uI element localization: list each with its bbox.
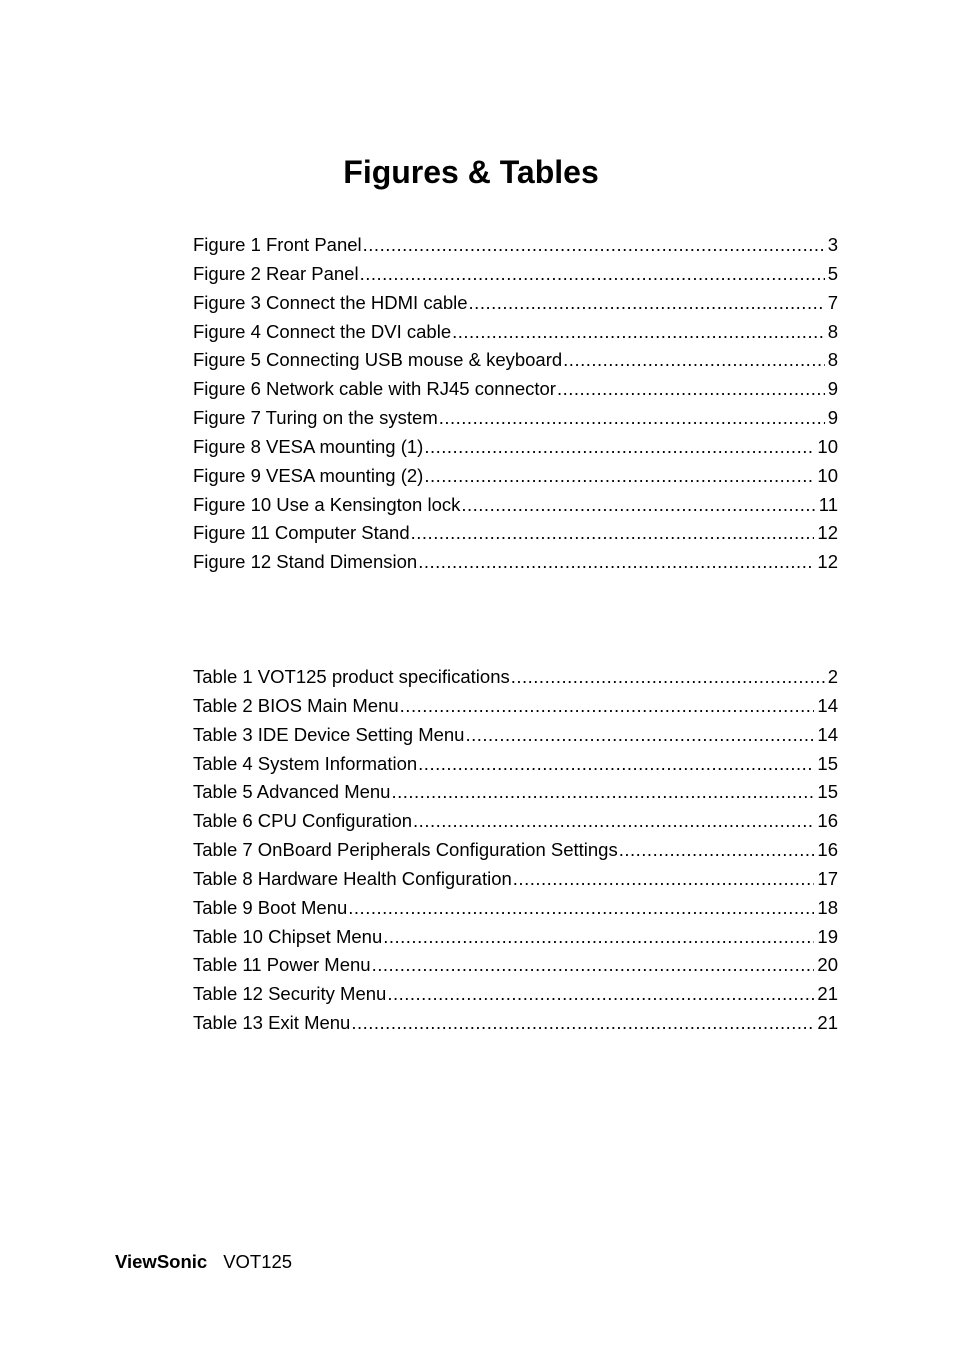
dot-leader [424,464,814,488]
toc-entry-page: 7 [827,291,838,313]
dot-leader [391,780,814,804]
toc-entry-page: 15 [817,752,838,774]
toc-entry-label: Table 1 VOT125 product specifications [193,666,510,687]
footer-brand: ViewSonic [115,1251,208,1272]
toc-entry[interactable] [193,348,838,377]
toc-entry-page: 15 [817,781,838,803]
toc-entry[interactable] [193,953,838,982]
toc-entry[interactable] [193,377,838,406]
dot-leader [372,953,815,977]
dot-leader [469,291,825,315]
toc-entry-page: 17 [817,867,838,889]
toc-entry[interactable] [193,694,838,723]
toc-entry[interactable] [193,896,838,925]
toc-entry-page: 14 [817,694,838,716]
footer-model: VOT125 [223,1251,293,1272]
toc-entry-page: 3 [827,234,838,255]
toc-entry-page: 14 [817,723,838,745]
toc-entry[interactable] [193,262,838,291]
page-footer [115,1250,292,1274]
toc-entry[interactable] [193,233,838,262]
toc-entry[interactable] [193,809,838,838]
toc-entry[interactable] [193,435,838,464]
toc-entry-label: Figure 12 Stand Dimension [193,551,418,573]
dot-leader [418,752,814,776]
toc-entry-label: Table 5 Advanced Menu [193,781,391,803]
toc-entry-page: 16 [817,839,838,861]
toc-entry-page: 21 [817,1012,838,1034]
toc-entry[interactable] [193,867,838,896]
dot-leader [557,377,825,401]
toc-entry-label: Table 3 IDE Device Setting Menu [193,723,465,745]
toc-entry-label: Figure 4 Connect the DVI cable [193,320,452,342]
toc-entry-label: Table 2 BIOS Main Menu [193,694,399,716]
dot-leader [452,320,825,344]
toc-entry-label: Figure 9 VESA mounting (2) [193,464,424,486]
toc-entry-page: 21 [817,983,838,1005]
toc-entry[interactable] [193,752,838,781]
figures-list [193,233,838,579]
toc-entry-page: 10 [817,435,838,457]
dot-leader [461,493,815,517]
toc-entry-label: Figure 5 Connecting USB mouse & keyboard [193,349,563,371]
dot-leader [351,1011,814,1035]
toc-entry-page: 10 [817,464,838,486]
dot-leader [360,262,825,286]
toc-entry[interactable] [193,550,838,579]
toc-entry[interactable] [193,723,838,752]
toc-entry-page: 9 [827,407,838,429]
toc-entry-page: 18 [817,896,838,918]
toc-entry-page: 11 [818,493,838,515]
toc-entry[interactable] [193,838,838,867]
toc-entry-label: Figure 7 Turing on the system [193,407,438,429]
toc-entry-page: 12 [817,551,838,573]
toc-entry-label: Figure 1 Front Panel [193,234,362,255]
dot-leader [387,982,814,1006]
toc-entry[interactable] [193,780,838,809]
toc-entry[interactable] [193,1011,838,1040]
toc-entry-page: 2 [827,666,838,687]
toc-entry[interactable] [193,320,838,349]
toc-entry[interactable] [193,665,838,694]
dot-leader [363,233,825,257]
toc-entry[interactable] [193,925,838,954]
toc-entry-label: Figure 11 Computer Stand [193,522,410,544]
dot-leader [418,550,814,574]
dot-leader [511,665,825,689]
dot-leader [439,406,825,430]
dot-leader [424,435,814,459]
toc-entry[interactable] [193,521,838,550]
toc-entry-label: Table 9 Boot Menu [193,896,348,918]
toc-entry-label: Figure 8 VESA mounting (1) [193,435,424,457]
dot-leader [465,723,814,747]
toc-entry-label: Figure 3 Connect the HDMI cable [193,291,468,313]
toc-entry-label: Table 6 CPU Configuration [193,810,413,832]
toc-entry-page: 8 [827,349,838,371]
toc-entry[interactable] [193,982,838,1011]
toc-entry-label: Table 4 System Information [193,752,418,774]
dot-leader [563,348,825,372]
toc-entry[interactable] [193,464,838,493]
toc-entry-page: 12 [817,522,838,544]
dot-leader [513,867,815,891]
toc-entry-label: Table 10 Chipset Menu [193,925,383,947]
toc-entry-page: 5 [827,262,838,284]
page-title: Figures & Tables [343,154,599,190]
dot-leader [411,521,815,545]
toc-entry[interactable] [193,406,838,435]
toc-entry-page: 9 [827,378,838,400]
toc-entry-label: Table 13 Exit Menu [193,1012,351,1034]
toc-entry[interactable] [193,493,838,522]
dot-leader [383,925,814,949]
toc-entry-page: 8 [827,320,838,342]
toc-entry-label: Figure 6 Network cable with RJ45 connector [193,378,556,400]
toc-entry[interactable] [193,291,838,320]
toc-entry-label: Table 8 Hardware Health Configuration [193,867,512,889]
dot-leader [413,809,814,833]
toc-entry-page: 19 [817,925,838,947]
dot-leader [400,694,815,718]
dot-leader [619,838,815,862]
toc-entry-label: Figure 10 Use a Kensington lock [193,493,461,515]
toc-entry-page: 20 [817,954,838,976]
toc-entry-label: Table 11 Power Menu [193,954,371,976]
toc-entry-label: Table 7 OnBoard Peripherals Configuration Settings [193,839,618,861]
dot-leader [348,896,814,920]
toc-entry-page: 16 [817,810,838,832]
tables-list [193,665,838,1040]
toc-entry-label: Table 12 Security Menu [193,983,387,1005]
toc-entry-label: Figure 2 Rear Panel [193,262,359,284]
